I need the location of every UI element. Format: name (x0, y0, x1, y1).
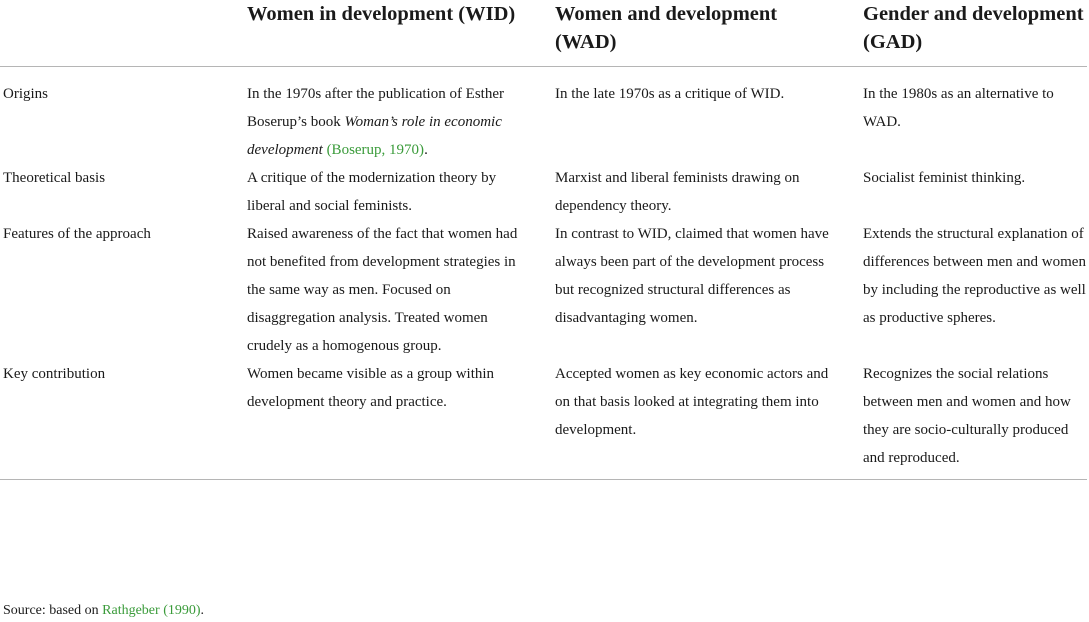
cell-text: In the 1970s after the publication of Esther Boserup’s book (247, 86, 505, 130)
cell-wid: Raised awareness of the fact that women had not benefited from development strategies in the same way as men. Focused on disaggregation analysis. Treated women crudely as a homogenous group. (247, 226, 518, 354)
header-gad: Gender and development (GAD) (863, 0, 1087, 67)
row-label: Origins (3, 86, 48, 102)
cell-gad: Recognizes the social relations between men and women and how they are socio-culturally produced and reproduced. (863, 360, 1087, 480)
table-row-features (0, 220, 1087, 360)
row-label: Features of the approach (3, 226, 151, 242)
cell-wad: In the late 1970s as a critique of WID. (555, 86, 785, 102)
header-blank (0, 0, 247, 67)
row-label: Key contribution (0, 360, 247, 480)
cell-wid: A critique of the modernization theory by liberal and social feminists. (247, 170, 497, 214)
table-row-origins (0, 67, 1087, 165)
citation-link-boserup[interactable]: (Boserup, 1970) (326, 142, 425, 158)
header-row (0, 0, 1087, 67)
cell-gad: Socialist feminist thinking. (863, 170, 1026, 186)
cell-wad: Accepted women as key economic actors and on that basis looked at integrating them into development. (555, 360, 863, 480)
header-wad: Women and development (WAD) (555, 0, 863, 67)
cell-wad: Marxist and liberal feminists drawing on dependency theory. (555, 170, 800, 214)
table-row-theoretical-basis (0, 164, 1087, 220)
cell-gad: In the 1980s as an alternative to WAD. (863, 86, 1054, 130)
book-title: Woman’s role in economic development (247, 114, 502, 158)
cell-wid: Women became visible as a group within development theory and practice. (247, 360, 555, 480)
table-row-key-contribution (0, 360, 1087, 480)
header-wid: Women in development (WID) (247, 0, 555, 67)
cell-wad: In contrast to WID, claimed that women have always been part of the development process but recognized structural differences as disadvantaging women. (555, 226, 829, 326)
row-label: Theoretical basis (3, 170, 106, 186)
table-footnote: Source: based on Rathgeber (1990). (3, 603, 205, 618)
cell-gad: Extends the structural explanation of differences between men and women by including the reproductive as well as productive spheres. (863, 226, 1086, 326)
citation-link-rathgeber[interactable]: Rathgeber (1990) (102, 603, 201, 618)
cell-wid: In the 1970s after the publication of Esther Boserup’s book Woman’s role in economic development (Boserup, 1970). (247, 86, 505, 158)
